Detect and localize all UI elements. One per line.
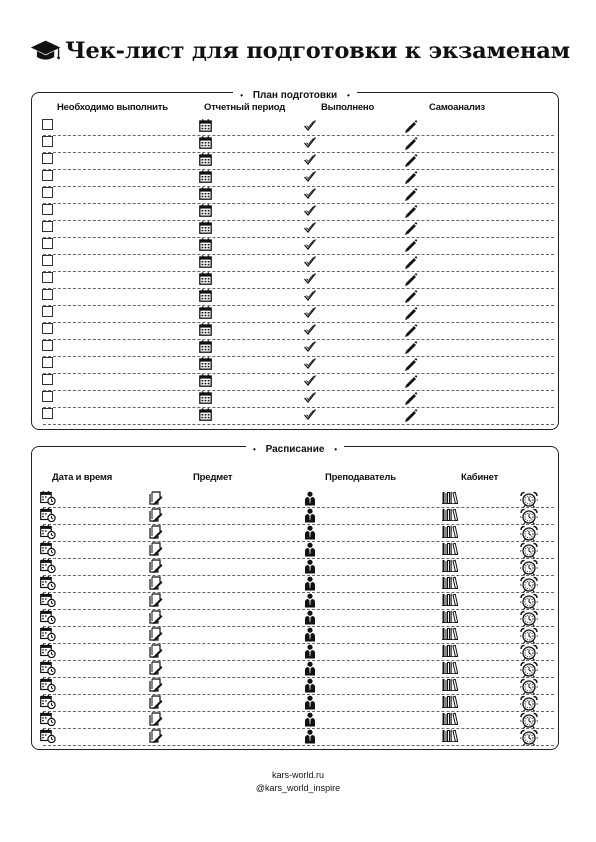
header-room: Кабинет (461, 472, 499, 483)
books-icon (442, 712, 458, 730)
footer-site: kars-world.ru (271, 770, 324, 780)
calendar-icon (199, 272, 212, 290)
books-icon (442, 729, 458, 747)
books-icon (442, 661, 458, 679)
alarm-clock-icon (519, 729, 539, 751)
calendar-icon (199, 170, 212, 188)
checkbox-icon[interactable] (42, 136, 53, 147)
calendar-clock-icon (40, 729, 56, 748)
books-icon (442, 508, 458, 526)
calendar-icon (199, 391, 212, 409)
checkbox-icon[interactable] (42, 187, 53, 198)
books-icon (442, 491, 458, 509)
plan-row (37, 136, 554, 153)
calendar-icon (199, 238, 212, 256)
books-icon (442, 627, 458, 645)
plan-panel (31, 92, 559, 430)
calendar-icon (199, 340, 212, 358)
dashed-line (43, 745, 554, 746)
schedule-row (37, 661, 554, 678)
book-pen-icon (149, 729, 163, 748)
schedule-row (37, 729, 554, 746)
graduation-cap-icon (30, 36, 61, 66)
schedule-row (37, 525, 554, 542)
schedule-row (37, 627, 554, 644)
calendar-icon (199, 357, 212, 375)
header-review: Самоанализ (429, 102, 485, 113)
checkbox-icon[interactable] (42, 238, 53, 249)
header-teacher: Преподаватель (325, 472, 396, 483)
checkmark-icon (303, 170, 317, 188)
schedule-row (37, 644, 554, 661)
schedule-row (37, 559, 554, 576)
checkmark-icon (303, 238, 317, 256)
header-done: Выполнено (321, 102, 375, 113)
calendar-icon (199, 323, 212, 341)
checkmark-icon (303, 204, 317, 222)
plan-row (37, 187, 554, 204)
plan-row (37, 323, 554, 340)
calendar-icon (199, 187, 212, 205)
calendar-icon (199, 306, 212, 324)
plan-row (37, 153, 554, 170)
checkbox-icon[interactable] (42, 272, 53, 283)
schedule-row (37, 712, 554, 729)
plan-row (37, 238, 554, 255)
checkbox-icon[interactable] (42, 153, 53, 164)
checkmark-icon (303, 374, 317, 392)
checkbox-icon[interactable] (42, 204, 53, 215)
checkmark-icon (303, 136, 317, 154)
books-icon (442, 542, 458, 560)
checkbox-icon[interactable] (42, 391, 53, 402)
checkmark-icon (303, 221, 317, 239)
plan-row (37, 204, 554, 221)
checkmark-icon (303, 289, 317, 307)
plan-row (37, 374, 554, 391)
calendar-icon (199, 408, 212, 426)
calendar-icon (199, 255, 212, 273)
books-icon (442, 593, 458, 611)
header-datetime: Дата и время (52, 472, 113, 483)
plan-row (37, 119, 554, 136)
plan-row (37, 408, 554, 425)
schedule-row (37, 678, 554, 695)
header-period: Отчетный период (204, 102, 286, 113)
checkbox-icon[interactable] (42, 306, 53, 317)
books-icon (442, 559, 458, 577)
checkbox-icon[interactable] (42, 170, 53, 181)
schedule-row (37, 593, 554, 610)
checkmark-icon (303, 306, 317, 324)
plan-row (37, 170, 554, 187)
schedule-row (37, 542, 554, 559)
teacher-icon (304, 729, 316, 749)
checkbox-icon[interactable] (42, 289, 53, 300)
plan-row (37, 391, 554, 408)
calendar-icon (199, 136, 212, 154)
header-subject: Предмет (193, 472, 233, 483)
checkmark-icon (303, 272, 317, 290)
checkmark-icon (303, 255, 317, 273)
calendar-icon (199, 289, 212, 307)
plan-legend-text: План подготовки (248, 90, 342, 101)
calendar-icon (199, 119, 212, 137)
checkmark-icon (303, 408, 317, 426)
dashed-line (43, 424, 554, 425)
footer-handle: @kars_world_inspire (255, 783, 341, 793)
plan-row (37, 306, 554, 323)
checkmark-icon (303, 187, 317, 205)
schedule-row (37, 695, 554, 712)
plan-row (37, 340, 554, 357)
header-todo: Необходимо выполнить (57, 102, 168, 113)
calendar-icon (199, 153, 212, 171)
checkmark-icon (303, 153, 317, 171)
books-icon (442, 644, 458, 662)
schedule-row (37, 491, 554, 508)
pencil-icon (404, 408, 418, 427)
checkbox-icon[interactable] (42, 221, 53, 232)
checkbox-icon[interactable] (42, 374, 53, 385)
checkmark-icon (303, 323, 317, 341)
plan-legend: • План подготовки • (32, 85, 558, 99)
checkbox-icon[interactable] (42, 357, 53, 368)
checkbox-icon[interactable] (42, 255, 53, 266)
books-icon (442, 576, 458, 594)
checkbox-icon[interactable] (42, 323, 53, 334)
plan-row (37, 357, 554, 374)
schedule-panel (31, 446, 559, 750)
schedule-row (37, 610, 554, 627)
checkmark-icon (303, 391, 317, 409)
checkmark-icon (303, 119, 317, 137)
books-icon (442, 678, 458, 696)
checkbox-icon[interactable] (42, 340, 53, 351)
plan-row (37, 221, 554, 238)
books-icon (442, 525, 458, 543)
plan-row (37, 289, 554, 306)
schedule-legend: • Расписание • (32, 439, 558, 453)
schedule-legend-text: Расписание (261, 444, 330, 455)
calendar-icon (199, 204, 212, 222)
checkmark-icon (303, 357, 317, 375)
calendar-icon (199, 221, 212, 239)
plan-row (37, 255, 554, 272)
books-icon (442, 610, 458, 628)
schedule-row (37, 508, 554, 525)
page-header (30, 34, 570, 68)
schedule-row (37, 576, 554, 593)
calendar-icon (199, 374, 212, 392)
page-title: Чек-лист для подготовки к экзаменам (65, 38, 570, 64)
plan-row (37, 272, 554, 289)
books-icon (442, 695, 458, 713)
checkmark-icon (303, 340, 317, 358)
checkbox-icon[interactable] (42, 119, 53, 130)
checkbox-icon[interactable] (42, 408, 53, 419)
